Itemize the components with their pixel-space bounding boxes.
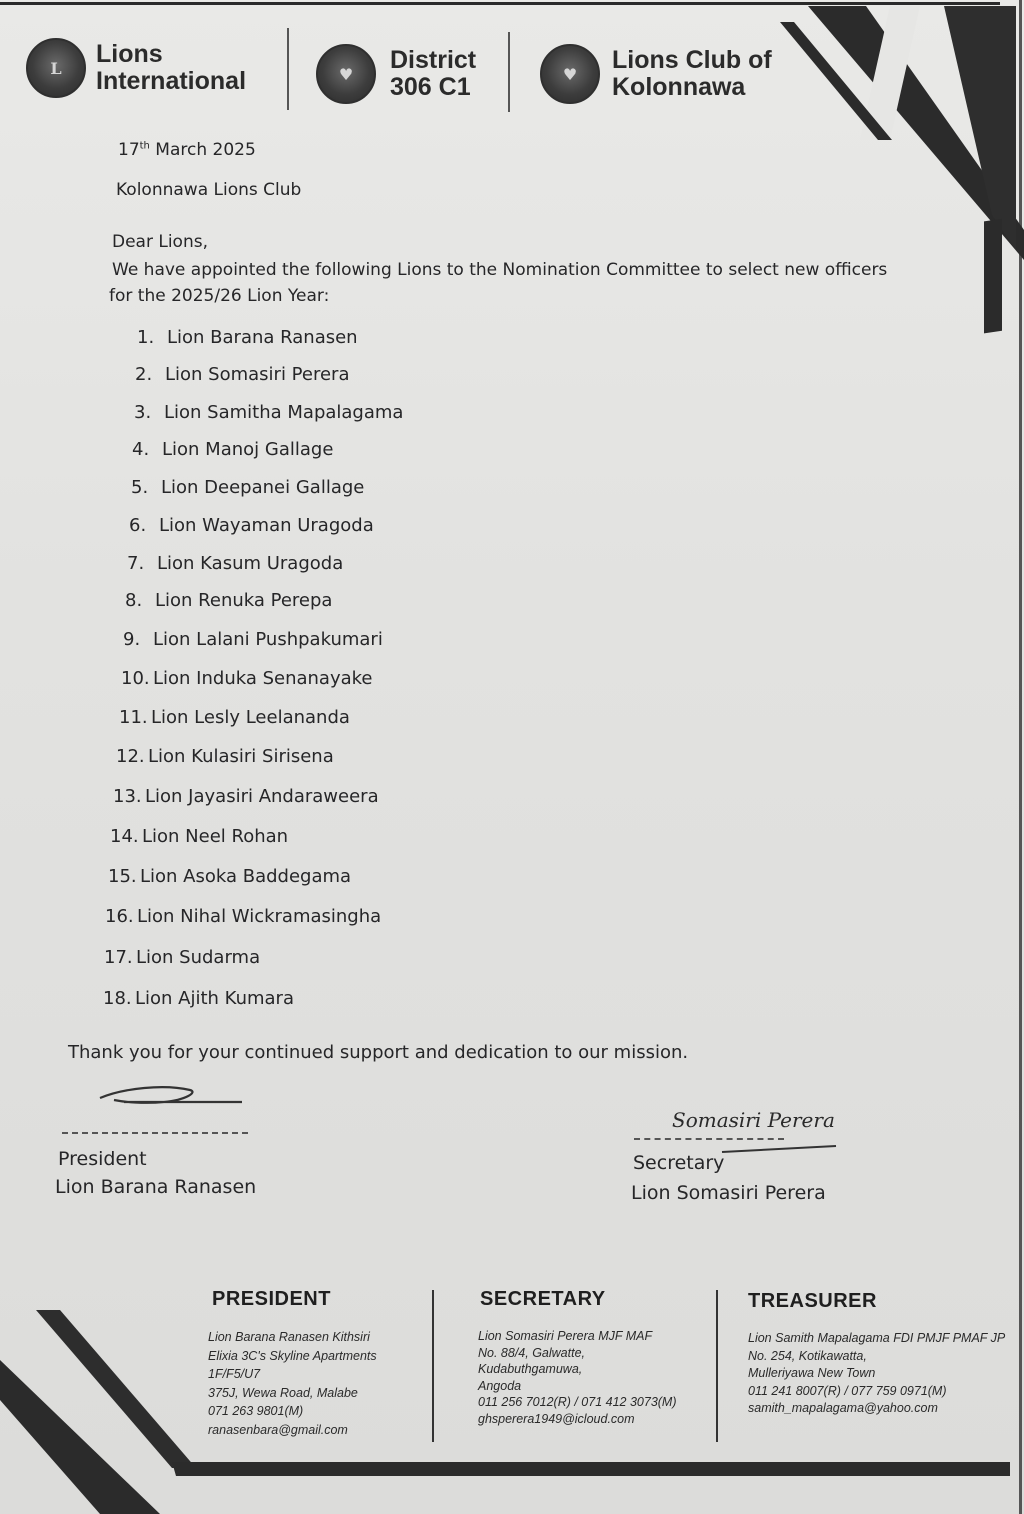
president-signature: [94, 1080, 254, 1110]
member-number: 10.: [121, 668, 150, 689]
footer-secretary-heading: SECRETARY: [480, 1288, 606, 1310]
member-name: Lion Somasiri Perera: [165, 364, 350, 385]
footer-treasurer-heading: TREASURER: [748, 1290, 877, 1312]
secretary-detail-line: Kudabuthgamuwa,: [478, 1362, 583, 1376]
intro-line-1: We have appointed the following Lions to the Nomination Committee to select new officers: [112, 260, 888, 280]
member-number: 5.: [131, 477, 149, 498]
treasurer-detail-line: samith_mapalagama@yahoo.com: [748, 1401, 938, 1415]
corner-decoration-top: [780, 0, 1024, 370]
district-brand: [316, 44, 476, 104]
member-name: Lion Lalani Pushpakumari: [153, 629, 383, 650]
member-number: 18.: [103, 988, 132, 1009]
member-list-item: [113, 786, 379, 807]
member-number: 2.: [135, 364, 153, 385]
president-detail-line: 1F/F5/U7: [208, 1367, 261, 1381]
member-number: 14.: [110, 826, 139, 847]
member-list-item: [121, 668, 373, 689]
closing-line: Thank you for your continued support and dedication to our mission.: [68, 1042, 689, 1063]
member-number: 8.: [125, 590, 143, 611]
member-number: 15.: [108, 866, 137, 887]
treasurer-detail-line: No. 254, Kotikawatta,: [748, 1348, 867, 1363]
secretary-signature: Somasiri Perera: [672, 1108, 835, 1132]
member-list-item: [127, 553, 343, 574]
club-logo: ♥: [540, 44, 600, 104]
secretary-detail-line: 011 256 7012(R) / 071 412 3073(M): [478, 1395, 677, 1409]
president-detail-line: 375J, Wewa Road, Malabe: [208, 1385, 358, 1400]
member-list-item: [125, 590, 332, 611]
member-name: Lion Ajith Kumara: [135, 988, 294, 1009]
member-number: 17.: [104, 947, 133, 968]
secretary-detail-line: ghsperera1949@icloud.com: [478, 1411, 635, 1426]
secretary-detail-line: Lion Somasiri Perera MJF MAF: [478, 1329, 653, 1343]
header-divider-1: [287, 28, 289, 110]
footer-divider-2: [716, 1290, 718, 1442]
member-list-item: [116, 746, 334, 767]
lions-international-text: Lions International: [96, 40, 247, 95]
president-signature-line: [62, 1132, 248, 1134]
president-name: Lion Barana Ranasen: [55, 1176, 257, 1198]
member-list-item: [110, 826, 288, 847]
member-name: Lion Kasum Uragoda: [157, 553, 344, 574]
secretary-signature-stroke: [720, 1144, 838, 1154]
secretary-title: Secretary: [633, 1152, 725, 1174]
secretary-detail-line: No. 88/4, Galwatte,: [478, 1345, 586, 1360]
member-list-item: [108, 866, 351, 887]
member-list-item: [119, 707, 350, 728]
member-name: Lion Asoka Baddegama: [140, 866, 352, 887]
header-divider-2: [508, 32, 510, 112]
member-number: 12.: [116, 746, 145, 767]
salutation: Dear Lions,: [112, 232, 208, 252]
member-name: Lion Samitha Mapalagama: [164, 402, 404, 423]
member-number: 3.: [134, 402, 152, 423]
president-detail-line: Lion Barana Ranasen Kithsiri: [208, 1330, 370, 1344]
member-name: Lion Wayaman Uragoda: [159, 515, 374, 536]
president-title: President: [58, 1148, 147, 1170]
member-number: 1.: [137, 327, 155, 348]
member-number: 4.: [132, 439, 150, 460]
member-list-item: [129, 515, 374, 536]
president-detail-line: ranasenbara@gmail.com: [208, 1422, 348, 1437]
member-name: Lion Kulasiri Sirisena: [148, 746, 334, 767]
district-logo: ♥: [316, 44, 376, 104]
member-number: 6.: [129, 515, 147, 536]
member-number: 11.: [119, 707, 148, 728]
club-text: Lions Club of Kolonnawa: [612, 46, 772, 101]
member-name: Lion Sudarma: [136, 947, 261, 968]
member-list-item: [137, 327, 358, 348]
club-brand: [540, 44, 772, 104]
member-list-item: [131, 477, 364, 498]
member-list-item: [105, 906, 381, 927]
letter-date: 17th March 2025: [118, 140, 256, 160]
lions-international-brand: [26, 38, 246, 98]
footer-divider-1: [432, 1290, 434, 1442]
secretary-name: Lion Somasiri Perera: [631, 1182, 826, 1204]
member-list-item: [103, 988, 294, 1009]
member-name: Lion Jayasiri Andaraweera: [145, 786, 379, 807]
lions-international-logo: L: [26, 38, 86, 98]
treasurer-detail-line: Lion Samith Mapalagama FDI PMJF PMAF JP: [748, 1331, 1006, 1345]
member-number: 9.: [123, 629, 141, 650]
member-list-item: [134, 402, 403, 423]
recipient: Kolonnawa Lions Club: [116, 180, 302, 200]
member-list-item: [135, 364, 349, 385]
district-text: District 306 C1: [390, 46, 477, 101]
treasurer-detail-line: 011 241 8007(R) / 077 759 0971(M): [748, 1383, 947, 1398]
member-name: Lion Induka Senanayake: [153, 668, 373, 689]
member-list-item: [104, 947, 260, 968]
footer-president-heading: PRESIDENT: [212, 1288, 331, 1310]
member-number: 13.: [113, 786, 142, 807]
intro-line-2: for the 2025/26 Lion Year:: [109, 286, 330, 306]
member-name: Lion Lesly Leelananda: [151, 707, 350, 728]
secretary-detail-line: Angoda: [478, 1378, 522, 1393]
member-number: 7.: [127, 553, 145, 574]
member-number: 16.: [105, 906, 134, 927]
president-detail-line: 071 263 9801(M): [208, 1404, 304, 1418]
member-name: Lion Nihal Wickramasingha: [137, 906, 382, 927]
treasurer-detail-line: Mulleriyawa New Town: [748, 1366, 876, 1380]
member-name: Lion Deepanei Gallage: [161, 477, 365, 498]
secretary-signature-line: [634, 1138, 784, 1140]
member-name: Lion Manoj Gallage: [162, 439, 334, 460]
member-name: Lion Renuka Perepa: [155, 590, 333, 611]
member-name: Lion Barana Ranasen: [167, 327, 358, 348]
member-name: Lion Neel Rohan: [142, 826, 289, 847]
president-detail-line: Elixia 3C's Skyline Apartments: [208, 1348, 377, 1363]
member-list-item: [132, 439, 333, 460]
member-list-item: [123, 629, 383, 650]
